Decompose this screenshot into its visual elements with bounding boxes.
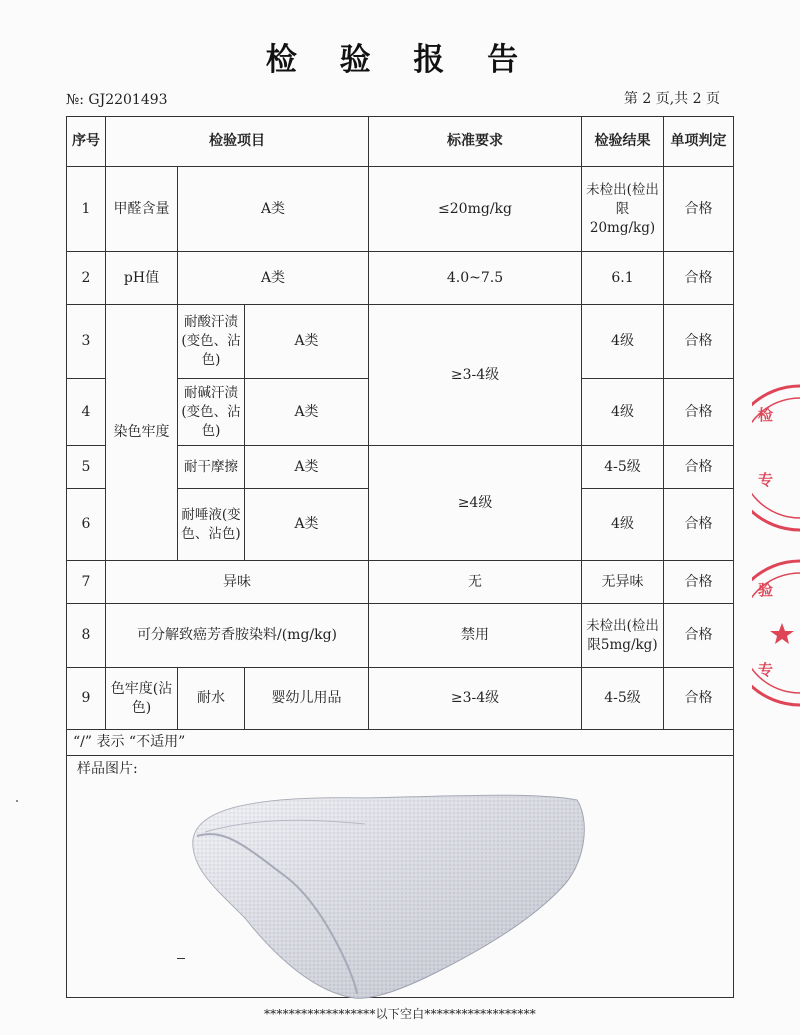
row-verdict: 合格: [664, 167, 734, 252]
blank-below-footer: ******************以下空白******************: [263, 1007, 536, 1021]
header-result: 检验结果: [582, 117, 664, 167]
row-standard: ≥4级: [369, 446, 582, 561]
report-number: №: GJ2201493: [66, 92, 168, 108]
header-standard: 标准要求: [369, 117, 582, 167]
row-class: A类: [245, 305, 369, 379]
row-seq: 3: [67, 305, 106, 379]
row-result: 未检出(检出限5mg/kg): [582, 604, 664, 668]
row-result: 4级: [582, 379, 664, 446]
row-result: 6.1: [582, 252, 664, 305]
row-result: 无异味: [582, 561, 664, 604]
photo-row: [67, 756, 734, 998]
table-row: [67, 167, 734, 252]
row-standard: ≤20mg/kg: [369, 167, 582, 252]
table-row: [67, 252, 734, 305]
row-verdict: 合格: [664, 489, 734, 561]
row-verdict: 合格: [664, 446, 734, 489]
table-row: [67, 604, 734, 668]
row-verdict: 合格: [664, 668, 734, 730]
inspection-seal-stamp: [752, 555, 800, 719]
row-class: A类: [178, 167, 369, 252]
header-verdict: 单项判定: [664, 117, 734, 167]
row-item: 色牢度(沾色): [106, 668, 178, 730]
table-row: [67, 668, 734, 730]
row-class: A类: [245, 446, 369, 489]
row-result: 4-5级: [582, 446, 664, 489]
row-standard: 无: [369, 561, 582, 604]
row-item: 耐唾液(变色、沾色): [178, 489, 245, 561]
sample-photo-cell: [67, 756, 734, 998]
svg-text:检: 检: [758, 406, 774, 424]
inspection-seal-stamp: [752, 380, 800, 544]
row-item: 异味: [106, 561, 369, 604]
row-standard: ≥3-4级: [369, 305, 582, 446]
row-result: 4级: [582, 489, 664, 561]
row-verdict: 合格: [664, 379, 734, 446]
row-seq: 7: [67, 561, 106, 604]
row-seq: 6: [67, 489, 106, 561]
table-row: [67, 561, 734, 604]
row-verdict: 合格: [664, 305, 734, 379]
row-item: 耐干摩擦: [178, 446, 245, 489]
row-standard: 禁用: [369, 604, 582, 668]
row-class: 婴幼儿用品: [245, 668, 369, 730]
page-indicator: 第 2 页,共 2 页: [623, 91, 720, 107]
report-title: 检 验 报 告: [265, 42, 535, 78]
row-seq: 2: [67, 252, 106, 305]
row-item: 甲醛含量: [106, 167, 178, 252]
header-item: 检验项目: [106, 117, 369, 167]
inspection-table: [66, 116, 734, 998]
row-class: A类: [178, 252, 369, 305]
row-verdict: 合格: [664, 561, 734, 604]
row-standard: 4.0~7.5: [369, 252, 582, 305]
row-verdict: 合格: [664, 252, 734, 305]
row-result: 4级: [582, 305, 664, 379]
row-class: A类: [245, 489, 369, 561]
row-seq: 1: [67, 167, 106, 252]
row-seq: 8: [67, 604, 106, 668]
svg-text:专: 专: [758, 661, 774, 679]
color-fastness-group: 染色牢度: [106, 305, 178, 561]
row-item: pH值: [106, 252, 178, 305]
notes-row: [67, 730, 734, 756]
svg-text:验: 验: [758, 581, 774, 599]
row-verdict: 合格: [664, 604, 734, 668]
row-item: 耐酸汗渍(变色、沾色): [178, 305, 245, 379]
row-seq: 5: [67, 446, 106, 489]
svg-text:专: 专: [758, 471, 774, 489]
row-item: 耐碱汗渍(变色、沾色): [178, 379, 245, 446]
row-class: A类: [245, 379, 369, 446]
row-seq: 9: [67, 668, 106, 730]
dash-mark: [177, 958, 185, 959]
not-applicable-note: “/” 表示 “不适用”: [67, 730, 734, 756]
scan-dot: [16, 800, 18, 802]
pillow-image: [185, 788, 585, 1002]
row-standard: ≥3-4级: [369, 668, 582, 730]
row-result: 4-5级: [582, 668, 664, 730]
row-sub-item: 耐水: [178, 668, 245, 730]
header-seq: 序号: [67, 117, 106, 167]
table-row: [67, 305, 734, 379]
row-result: 未检出(检出限20mg/kg): [582, 167, 664, 252]
row-seq: 4: [67, 379, 106, 446]
table-header-row: [67, 117, 734, 167]
row-item: 可分解致癌芳香胺染料/(mg/kg): [106, 604, 369, 668]
sample-photo-label: 样品图片:: [77, 761, 138, 777]
